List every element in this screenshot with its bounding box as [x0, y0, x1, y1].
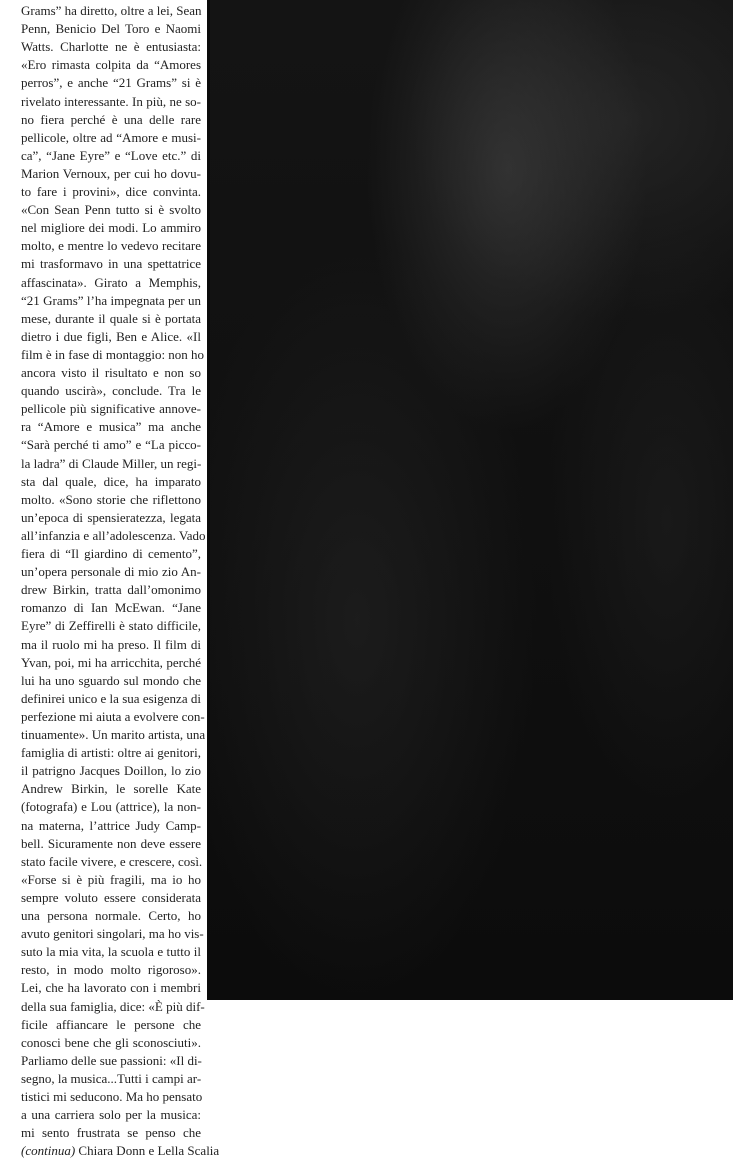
article-line: drew Birkin, tratta dall’omonimo	[21, 582, 201, 598]
article-line: na materna, l’attrice Judy Camp-	[21, 817, 201, 833]
article-line: il patrigno Jacques Doillon, lo zio	[21, 763, 201, 779]
article-line: no fiera perché è una delle rare	[21, 111, 201, 127]
article-line: Andrew Birkin, le sorelle Kate	[21, 781, 201, 797]
article-line: dietro i due figli, Ben e Alice. «Il	[21, 328, 201, 344]
article-line: sempre voluto essere considerata	[21, 889, 201, 905]
article-line: sta dal quale, dice, ha imparato	[21, 473, 201, 489]
article-line: ficile affiancare le persone che	[21, 1016, 201, 1032]
article-line: «Ero rimasta colpita da “Amores	[21, 57, 201, 73]
article-line: mi trasformavo in una spettatrice	[21, 256, 201, 272]
article-line: “21 Grams” l’ha impegnata per un	[21, 292, 201, 308]
article-line: stato facile vivere, e crescere, così.	[21, 853, 203, 869]
article-line: molto, e mentre lo vedevo recitare	[21, 238, 201, 254]
article-line: resto, in modo molto rigoroso».	[21, 962, 201, 978]
article-line: a una carriera solo per la musica:	[21, 1107, 201, 1123]
article-text-column	[0, 0, 220, 1159]
article-line: perros”, e anche “21 Grams” si è	[21, 75, 201, 91]
article-line: nel migliore dei modi. Lo ammiro	[21, 220, 201, 236]
dark-photo	[207, 0, 733, 1000]
article-line: bell. Sicuramente non deve essere	[21, 835, 201, 851]
article-line: della sua famiglia, dice: «È più dif-	[21, 998, 205, 1014]
article-line: tistici mi seducono. Ma ho pensato	[21, 1089, 203, 1104]
article-line: Watts. Charlotte ne è entusiasta:	[21, 39, 201, 55]
article-line: film è in fase di montaggio: non ho	[21, 346, 205, 362]
article-line: la ladra” di Claude Miller, un regi-	[21, 455, 202, 471]
article-line: fiera di “Il giardino di cemento”,	[21, 546, 201, 561]
article-line: romanzo di Ian McEwan. “Jane	[21, 600, 201, 616]
article-line: to fare i provini», dice convinta.	[21, 184, 201, 199]
article-line: ma il ruolo mi ha preso. Il film di	[21, 636, 201, 652]
article-line: all’infanzia e all’adolescenza. Vado	[21, 527, 206, 543]
article-line: Yvan, poi, mi ha arricchita, perché	[21, 654, 201, 670]
article-line: conosci bene che gli sconosciuti».	[21, 1034, 201, 1050]
article-line: tinuamente». Un marito artista, una	[21, 727, 206, 742]
article-line: avuto genitori singolari, ma ho vis-	[21, 926, 204, 942]
article-line: Lei, che ha lavorato con i membri	[21, 980, 201, 996]
article-line: definirei unico e la sua esigenza di	[21, 690, 201, 706]
article-line: quando uscirà», conclude. Tra le	[21, 383, 201, 399]
photo-edge	[207, 0, 210, 1000]
byline: Chiara Donn e Lella Scalia	[78, 1143, 220, 1159]
article-line: Grams” ha diretto, oltre a lei, Sean	[21, 3, 202, 18]
article-line: segno, la musica...Tutti i campi ar-	[21, 1070, 202, 1086]
continued-label: (continua)	[21, 1143, 76, 1159]
article-line: ancora visto il risultato e non so	[21, 365, 201, 380]
article-line: pellicole più significative annove-	[21, 401, 201, 417]
article-line: lui ha uno sguardo sul mondo che	[21, 672, 201, 688]
article-line: rivelato interessante. In più, ne so-	[21, 93, 201, 109]
article-line: una persona normale. Certo, ho	[21, 908, 201, 923]
article-line: suto la mia vita, la scuola e tutto il	[21, 944, 201, 960]
article-line: Penn, Benicio Del Toro e Naomi	[21, 21, 201, 37]
article-line: ra “Amore e musica” ma anche	[21, 419, 201, 435]
article-line: (fotografa) e Lou (attrice), la non-	[21, 799, 201, 815]
article-line: un’opera personale di mio zio An-	[21, 564, 201, 580]
article-line: “Sarà perché ti amo” e “La picco-	[21, 437, 201, 453]
article-line: ca”, “Jane Eyre” e “Love etc.” di	[21, 147, 201, 163]
article-line: perfezione mi aiuta a evolvere con-	[21, 708, 205, 724]
article-line: Eyre” di Zeffirelli è stato difficile,	[21, 618, 201, 634]
article-line: Marion Vernoux, per cui ho dovu-	[21, 165, 201, 181]
article-line: famiglia di artisti: oltre ai genitori,	[21, 745, 201, 761]
article-line: Parliamo delle sue passioni: «Il di-	[21, 1052, 202, 1068]
article-line: un’epoca di spensieratezza, legata	[21, 509, 201, 525]
article-line: pellicole, oltre ad “Amore e musi-	[21, 129, 201, 145]
article-line: mese, durante il quale si è portata	[21, 310, 201, 326]
article-line: «Con Sean Penn tutto si è svolto	[21, 202, 201, 218]
article-line: affascinata». Girato a Memphis,	[21, 274, 201, 290]
article-line: «Forse si è più fragili, ma io ho	[21, 871, 201, 887]
article-line: molto. «Sono storie che riflettono	[21, 491, 201, 507]
article-line: mi sento frustrata se penso che	[21, 1125, 201, 1141]
article-byline-line	[21, 1142, 220, 1160]
